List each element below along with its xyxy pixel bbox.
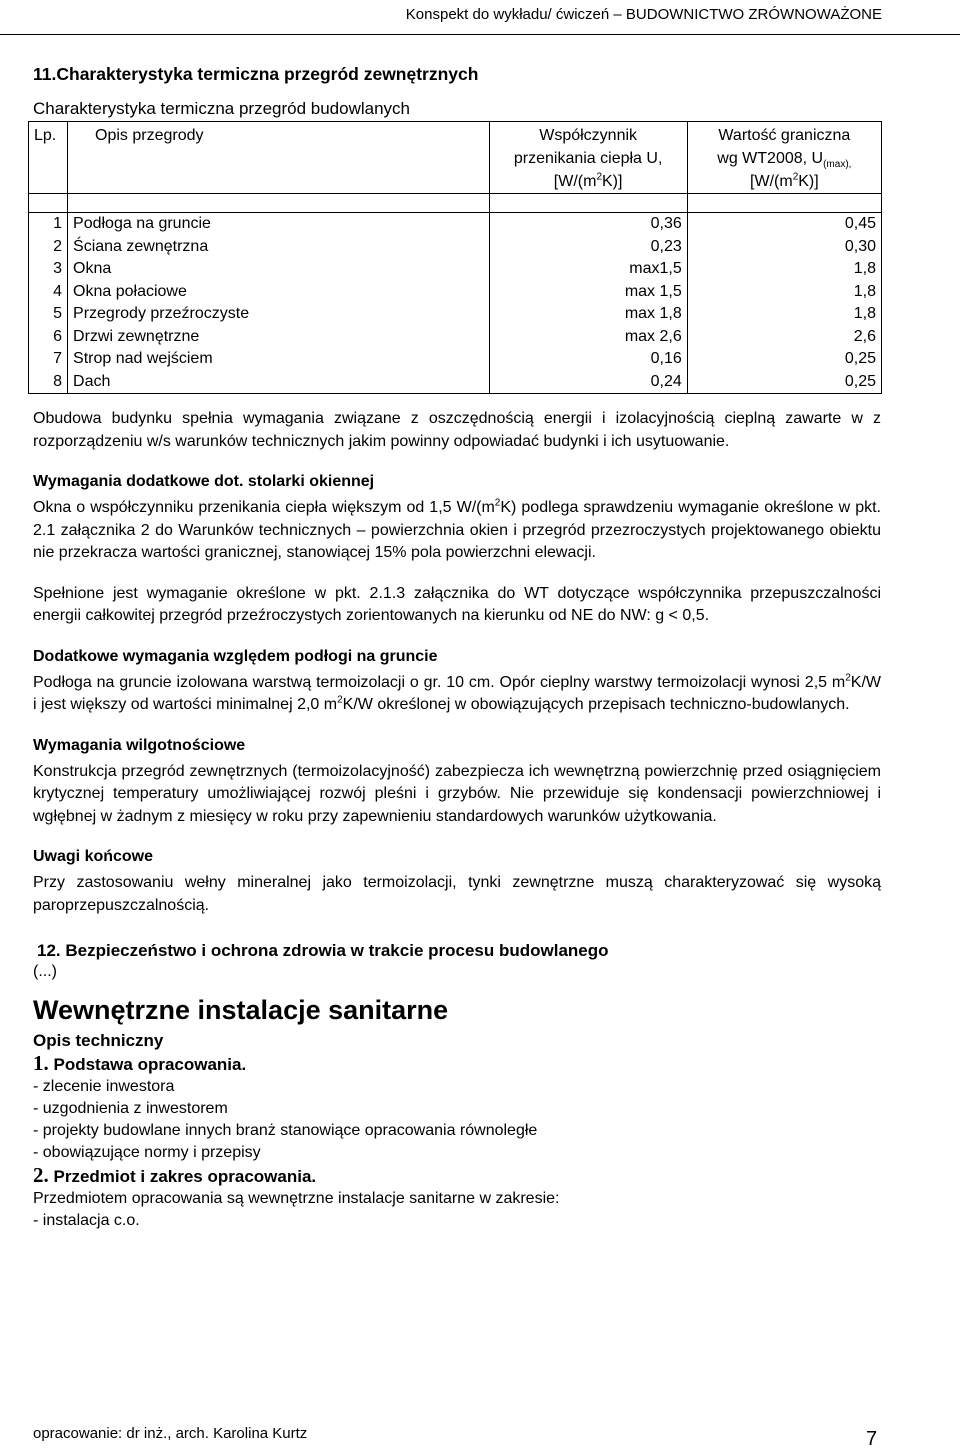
col-u-header: Współczynnik przenikania ciepła U, $[W/(m^2K)]$ [489,122,687,194]
cell-desc: Okna połaciowe [68,281,489,304]
page-number: 7 [866,1428,878,1450]
heading-scope: 2. Przedmiot i zakres opracowania. [33,1163,317,1187]
cell-lp: 1 [29,213,68,236]
table-row [29,303,882,326]
cell-u: max1,5 [489,258,687,281]
paragraph-windows: Okna o współczynniku przenikania ciepła większym od 1,5 $W/(m^2K)$ podlega sprawdzeniu wymaganie określone w pkt. 2.1 załącznika 2 do Warunków technicznych – powierzchnia okien i przegród przezroczystych projektowanego obiektu nie przekracza wartości granicznej, stanowiącej 15% pola powierzchni elewacji. [33,497,881,561]
table-row [29,348,882,371]
page-content [33,64,881,1232]
table-row [29,326,882,349]
cell-u: 0,16 [489,348,687,371]
cell-u: 0,24 [489,371,687,394]
heading-moisture: Wymagania wilgotnościowe [33,736,246,754]
sanitary-subtitle: Opis techniczny [33,1031,164,1050]
cell-u: max 2,6 [489,326,687,349]
list-item: - instalacja c.o. [33,1212,140,1229]
paragraph-scope: Przedmiotem opracowania są wewnętrzne instalacje sanitarne w zakresie: [33,1190,560,1207]
cell-lp: 3 [29,258,68,281]
heading-windows: Wymagania dodatkowe dot. stolarki okiennej [33,473,375,490]
paragraph-building-envelope: Obudowa budynku spełnia wymagania związane z oszczędnością energii i izolacyjnością cieplną zawarte w z rozporządzeniu w/s warunków technicznych jakim powinny odpowiadać budynki i ich usytuowanie. [33,410,881,450]
cell-max: 0,30 [687,236,881,259]
thermal-table [28,121,882,394]
cell-lp: 8 [29,371,68,394]
cell-lp: 4 [29,281,68,304]
heading-final-remarks: Uwagi końcowe [33,848,154,865]
cell-lp: 7 [29,348,68,371]
cell-lp: 2 [29,236,68,259]
col-lp-header: Lp. [29,122,68,194]
cell-max: 0,25 [687,371,881,394]
cell-max: 1,8 [687,281,881,304]
cell-desc: Przegrody przeźroczyste [68,303,489,326]
paragraph-floor: Podłoga na gruncie izolowana warstwą termoizolacji o gr. 10 cm. Opór cieplny warstwy termoizolacji wynosi 2,5 $m^2K/W$ i jest większy od wartości minimalnej 2,0 $m^2K/W$ określonej w obowiązujących przepisach techniczno-budowlanych. [33,672,881,713]
section-12-ellipsis: (...) [33,963,57,980]
table-row [29,236,882,259]
cell-lp: 6 [29,326,68,349]
col-max-header: Wartość graniczna wg WT2008, $U_{(max),}$ $[W/(m^2K)]$ [687,122,881,194]
cell-u: max 1,5 [489,281,687,304]
cell-max: 0,45 [687,213,881,236]
table-header-row [29,122,882,194]
table-row [29,281,882,304]
cell-desc: Strop nad wejściem [68,348,489,371]
cell-u: 0,36 [489,213,687,236]
list-item: - obowiązujące normy i przepisy [33,1144,261,1161]
table-row [29,258,882,281]
heading-basis: 1. Podstawa opracowania. [33,1051,247,1075]
list-item: - zlecenie inwestora [33,1078,175,1095]
section-11-title: 11.Charakterystyka termiczna przegród zewnętrznych [33,64,479,84]
cell-desc: Ściana zewnętrzna [68,236,489,259]
paragraph-final-remarks: Przy zastosowaniu wełny mineralnej jako termoizolacji, tynki zewnętrzne muszą charakteryzować się wysoką paroprzepuszczalnością. [33,874,881,914]
list-basis [33,1076,881,1164]
cell-desc: Dach [68,371,489,394]
page-header [0,0,960,35]
table-spacer-row [29,194,882,213]
paragraph-windows-g: Spełnione jest wymaganie określone w pkt. 2.1.3 załącznika do WT dotyczące współczynnika przepuszczalności energii całkowitej przegród przeźroczystych zorientowanych na kierunku od NE do NW: g < 0,5. [33,584,881,624]
header-text: Konspekt do wykładu/ ćwiczeń – BUDOWNICTWO ZRÓWNOWAŻONE [405,6,882,23]
sanitary-title: Wewnętrzne instalacje sanitarne [33,995,449,1025]
cell-lp: 5 [29,303,68,326]
table-caption: Charakterystyka termiczna przegród budowlanych [33,99,411,118]
list-item: - uzgodnienia z inwestorem [33,1100,228,1117]
footer-author: opracowanie: dr inż., arch. Karolina Kurtz [33,1425,308,1442]
paragraph-moisture: Konstrukcja przegród zewnętrznych (termoizolacyjność) zabezpiecza ich wewnętrzną powierzchnię przed osiągnięciem krytycznej temperatury umożliwiającej rozwój pleśni i grzybów. Nie przewiduje się kondensacji powierzchniowej i wgłębnej w żadnym z miesięcy w roku przy zapewnieniu standardowych warunków użytkowania. [33,762,881,825]
section-12-title: 12. Bezpieczeństwo i ochrona zdrowia w trakcie procesu budowlanego [37,941,609,960]
table-row [29,213,882,236]
list-scope [33,1210,881,1232]
heading-floor: Dodatkowe wymagania względem podłogi na gruncie [33,647,438,665]
cell-desc: Podłoga na gruncie [68,213,489,236]
cell-max: 1,8 [687,303,881,326]
list-item: - projekty budowlane innych branż stanowiące opracowania równoległe [33,1122,538,1139]
cell-max: 1,8 [687,258,881,281]
cell-u: 0,23 [489,236,687,259]
cell-desc: Drzwi zewnętrzne [68,326,489,349]
cell-max: 2,6 [687,326,881,349]
table-row [29,371,882,394]
cell-u: max 1,8 [489,303,687,326]
col-desc-header: Opis przegrody [68,122,489,194]
cell-desc: Okna [68,258,489,281]
cell-max: 0,25 [687,348,881,371]
